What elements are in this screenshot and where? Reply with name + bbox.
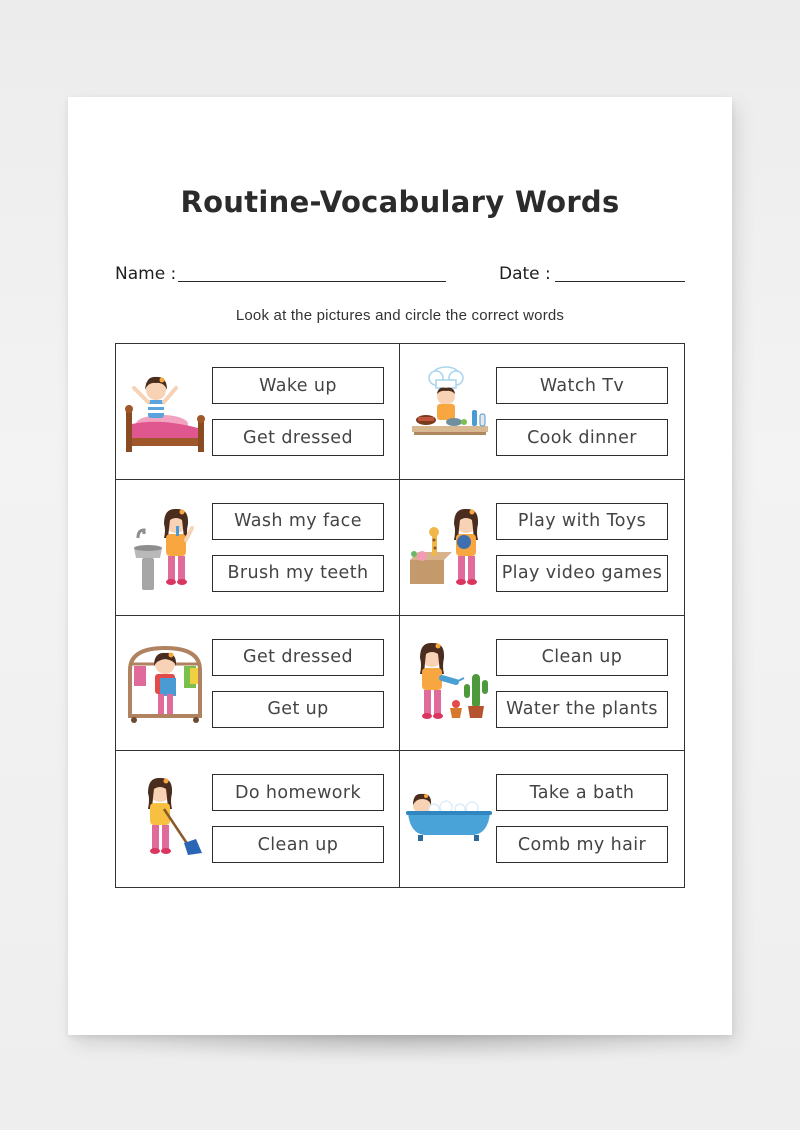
grid-cell [400, 344, 684, 480]
option-box[interactable]: Get up [212, 691, 384, 728]
grid-cell [400, 751, 684, 887]
option-box[interactable]: Get dressed [212, 639, 384, 676]
option-box[interactable]: Wash my face [212, 503, 384, 540]
girl-sweeping-icon [120, 769, 210, 869]
girl-at-sink-icon [120, 498, 210, 598]
girl-with-toy-box-icon [404, 498, 494, 598]
option-box[interactable]: Get dressed [212, 419, 384, 456]
grid-cell [116, 616, 400, 752]
option-box[interactable]: Comb my hair [496, 826, 668, 863]
worksheet-page [68, 97, 732, 1035]
grid-cell [116, 480, 400, 616]
girl-in-bathtub-icon [404, 769, 494, 869]
page-title: Routine-Vocabulary Words [180, 185, 620, 219]
option-box[interactable]: Water the plants [496, 691, 668, 728]
grid-cell [400, 480, 684, 616]
grid-cell [116, 751, 400, 887]
grid-cell [400, 616, 684, 752]
vocabulary-grid [115, 343, 685, 888]
option-box[interactable]: Watch Tv [496, 367, 668, 404]
option-box[interactable]: Play video games [496, 555, 668, 592]
date-label: Date : [499, 264, 551, 284]
girl-choosing-clothes-icon [120, 634, 210, 734]
name-line[interactable] [178, 281, 446, 282]
option-box[interactable]: Do homework [212, 774, 384, 811]
girl-chef-cooking-icon [404, 362, 494, 462]
girl-waking-up-in-bed-icon [120, 362, 210, 462]
grid-cell [116, 344, 400, 480]
option-box[interactable]: Play with Toys [496, 503, 668, 540]
option-box[interactable]: Clean up [496, 639, 668, 676]
option-box[interactable]: Brush my teeth [212, 555, 384, 592]
girl-watering-plants-icon [404, 634, 494, 734]
instruction-text: Look at the pictures and circle the correct words [235, 307, 565, 324]
option-box[interactable]: Wake up [212, 367, 384, 404]
name-label: Name : [115, 264, 177, 284]
option-box[interactable]: Clean up [212, 826, 384, 863]
option-box[interactable]: Cook dinner [496, 419, 668, 456]
date-line[interactable] [555, 281, 685, 282]
option-box[interactable]: Take a bath [496, 774, 668, 811]
